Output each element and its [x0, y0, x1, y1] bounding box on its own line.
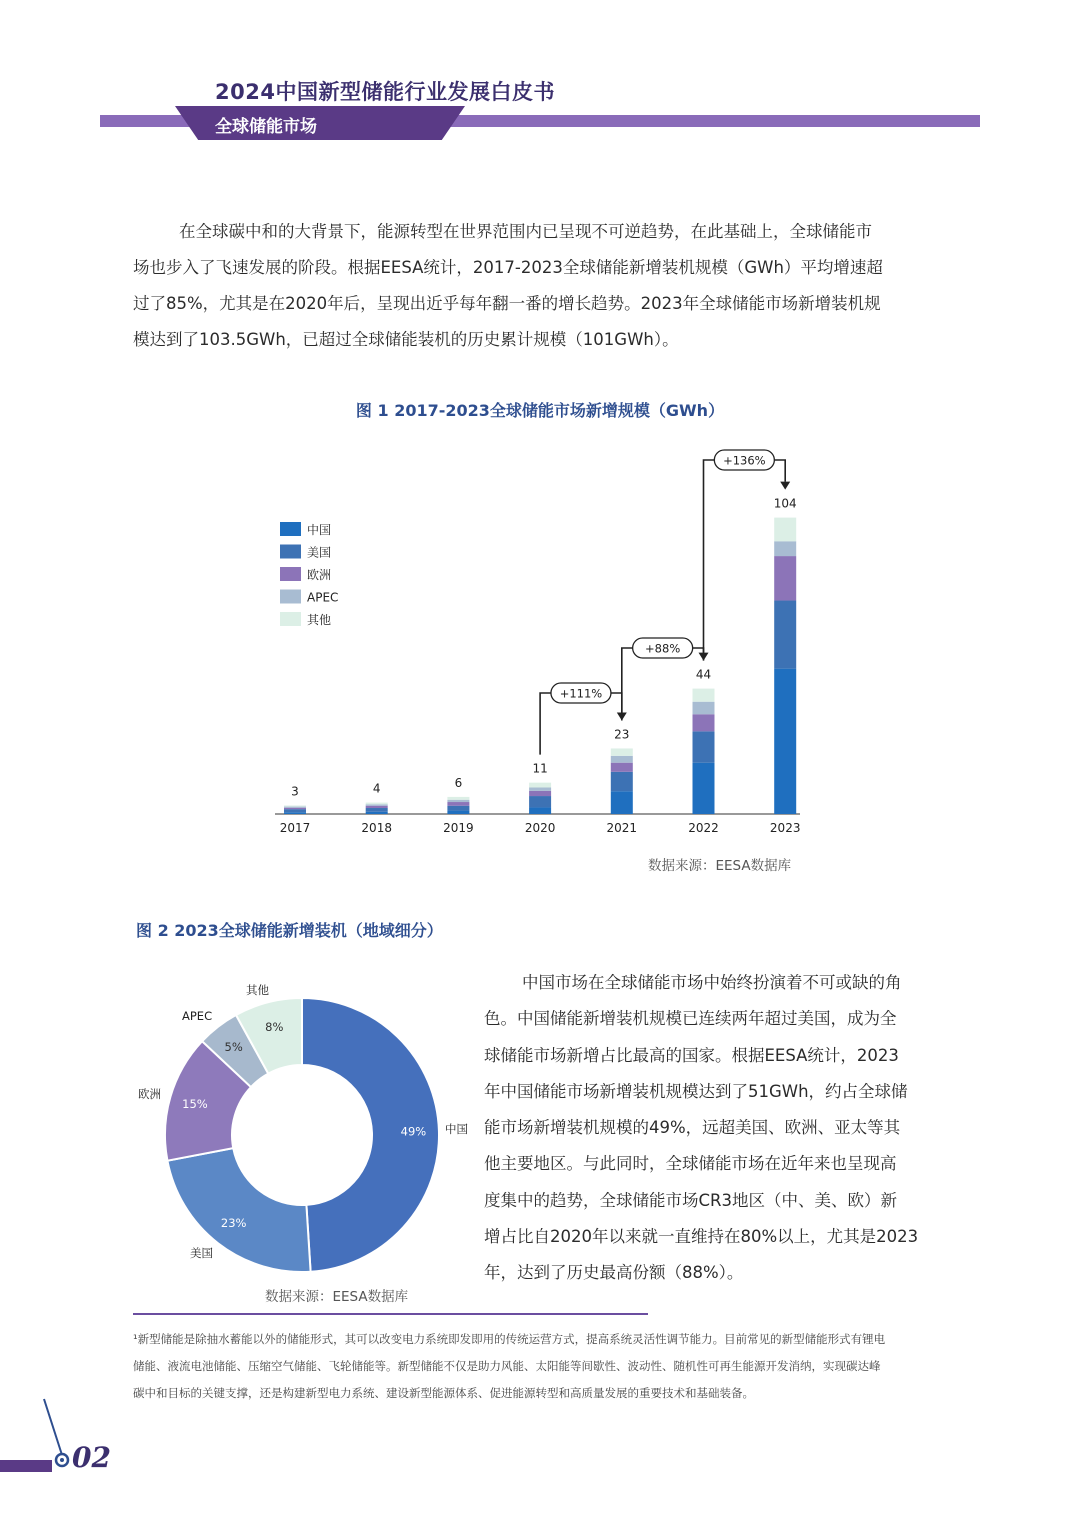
legend-swatch [280, 612, 301, 626]
slice-percent-label: 49% [400, 1124, 427, 1139]
growth-arrowhead [780, 482, 790, 490]
bar-segment-2022 [693, 731, 715, 762]
growth-label: +88% [645, 641, 681, 656]
section-title: 全球储能市场 [215, 117, 317, 137]
footnote-divider [133, 1313, 648, 1315]
donut-slice [167, 1148, 310, 1272]
analysis-line: 球储能市场新增占比最高的国家。根据EESA统计，2023 [484, 1045, 899, 1065]
bar-segment-2021 [611, 756, 633, 763]
bar-segment-2020 [529, 791, 551, 796]
growth-connector [622, 648, 704, 720]
analysis-paragraph [484, 965, 948, 1292]
bar-segment-2019 [447, 802, 469, 806]
legend-label: 中国 [307, 523, 332, 537]
x-tick-label: 2022 [688, 821, 719, 835]
legend-swatch [280, 545, 301, 559]
bar-segment-2020 [529, 787, 551, 790]
legend-label: 其他 [307, 613, 332, 627]
slice-percent-label: 8% [265, 1020, 284, 1035]
bar-segment-2018 [366, 803, 388, 805]
x-tick-label: 2017 [279, 821, 311, 835]
legend-swatch [280, 522, 301, 536]
bar-total-label: 4 [372, 781, 381, 796]
analysis-line: 色。中国储能新增装机规模已连续两年超过美国，成为全 [484, 1009, 897, 1029]
bar-segment-2017 [284, 809, 306, 812]
figure2-title: 图 2 2023全球储能新增装机（地域细分） [136, 921, 443, 940]
x-tick-label: 2019 [443, 821, 474, 835]
bar-segment-2021 [611, 763, 633, 772]
analysis-line: 中国市场在全球储能市场中始终扮演着不可或缺的角 [522, 973, 902, 992]
bar-segment-2021 [611, 772, 633, 791]
footnote-line: 储能、液流电池储能、压缩空气储能、飞轮储能等。新型储能不仅是助力风能、太阳能等间歇性、波动性、随机性可再生能源开发消纳，实现碳达峰 [133, 1359, 881, 1373]
intro-line: 在全球碳中和的大背景下，能源转型在世界范围内已呈现不可逆趋势，在此基础上，全球储能市 [179, 222, 872, 241]
legend-label: APEC [307, 590, 339, 605]
bar-segment-2023 [774, 669, 796, 814]
legend-label: 欧洲 [307, 568, 332, 582]
bar-total-label: 23 [614, 727, 630, 742]
bar-chart [260, 440, 820, 840]
bar-segment-2018 [366, 806, 388, 808]
bar-segment-2018 [366, 812, 388, 814]
bar-segment-2019 [447, 800, 469, 802]
footnote-line: 碳中和目标的关键支撑，还是构建新型电力系统、建设新型能源体系、促进能源转型和高质量发展的重要技术和基础装备。 [133, 1386, 754, 1400]
bar-segment-2023 [774, 601, 796, 669]
bar-segment-2018 [366, 804, 388, 805]
analysis-line: 能市场新增装机规模的49%，远超美国、欧洲、亚太等其 [484, 1118, 901, 1138]
bar-segment-2019 [447, 806, 469, 811]
slice-percent-label: 5% [224, 1039, 243, 1054]
figure2-source: 数据来源：EESA数据库 [265, 1289, 409, 1305]
bar-total-label: 6 [454, 775, 463, 790]
bar-segment-2023 [774, 518, 796, 542]
bar-segment-2020 [529, 807, 551, 814]
slice-percent-label: 15% [182, 1096, 208, 1111]
slice-name-label: 美国 [190, 1246, 213, 1260]
bar-segment-2023 [774, 556, 796, 600]
x-tick-label: 2018 [361, 821, 392, 835]
footnote-line: ¹新型储能是除抽水蓄能以外的储能形式，其可以改变电力系统即发即用的传统运营方式，提高系统灵活性调节能力。目前常见的新型储能形式有锂电 [133, 1332, 886, 1346]
analysis-line: 他主要地区。与此同时，全球储能市场在近年来也呈现高 [484, 1154, 897, 1174]
intro-line: 模达到了103.5GWh，已超过全球储能装机的历史累计规模（101GWh）。 [133, 330, 679, 349]
growth-label: +136% [723, 453, 766, 468]
analysis-line: 度集中的趋势，全球储能市场CR3地区（中、美、欧）新 [484, 1190, 897, 1210]
legend-label: 美国 [307, 545, 332, 560]
bar-segment-2017 [284, 812, 306, 814]
bar-total-label: 104 [773, 496, 797, 511]
bar-segment-2022 [693, 763, 715, 814]
bar-segment-2021 [611, 748, 633, 755]
bar-segment-2022 [693, 714, 715, 731]
bar-segment-2018 [366, 808, 388, 812]
bar-segment-2017 [284, 808, 306, 809]
bar-total-label: 11 [532, 761, 548, 776]
bar-segment-2017 [284, 807, 306, 808]
figure1-title: 图 1 2017-2023全球储能市场新增规模（GWh） [355, 401, 725, 420]
slice-name-label: APEC [182, 1009, 213, 1023]
bar-total-label: 3 [291, 784, 299, 799]
x-tick-label: 2021 [606, 821, 638, 835]
growth-connector [704, 460, 786, 661]
growth-annotation [540, 683, 630, 755]
bar-segment-2017 [284, 805, 306, 806]
growth-label: +111% [559, 686, 603, 701]
x-tick-label: 2023 [769, 821, 801, 835]
footnote [133, 1326, 953, 1407]
bar-segment-2022 [693, 689, 715, 702]
report-title: 2024中国新型储能行业发展白皮书 [215, 80, 555, 104]
bar-segment-2019 [447, 797, 469, 800]
slice-name-label: 中国 [445, 1122, 468, 1136]
slice-name-label: 其他 [246, 983, 269, 997]
legend-swatch [280, 567, 301, 581]
legend-swatch [280, 590, 301, 604]
bar-total-label: 44 [695, 667, 712, 682]
intro-line: 场也步入了飞速发展的阶段。根据EESA统计，2017-2023全球储能新增装机规模（GWh）平均增速超 [133, 258, 883, 277]
bar-segment-2019 [447, 811, 469, 814]
page-number: 02 [72, 1441, 111, 1474]
donut-chart [130, 975, 480, 1280]
page-bar [0, 1460, 52, 1472]
analysis-line: 年中国储能市场新增装机规模达到了51GWh，约占全球储 [484, 1081, 908, 1101]
bar-segment-2022 [693, 702, 715, 715]
bar-segment-2020 [529, 783, 551, 788]
bar-segment-2020 [529, 796, 551, 807]
slice-name-label: 欧洲 [138, 1087, 161, 1101]
intro-line: 过了85%，尤其是在2020年后，呈现出近乎每年翻一番的增长趋势。2023年全球储能市场新增装机规 [133, 294, 881, 313]
analysis-line: 增占比自2020年以来就一直维持在80%以上，尤其是2023 [484, 1227, 919, 1247]
figure1-source: 数据来源：EESA数据库 [648, 858, 792, 874]
intro-paragraph [133, 214, 948, 358]
slice-percent-label: 23% [220, 1216, 247, 1231]
bar-segment-2021 [611, 791, 633, 814]
bar-segment-2023 [774, 541, 796, 556]
analysis-line: 年，达到了历史最高份额（88%）。 [484, 1263, 744, 1283]
x-tick-label: 2020 [524, 821, 556, 835]
